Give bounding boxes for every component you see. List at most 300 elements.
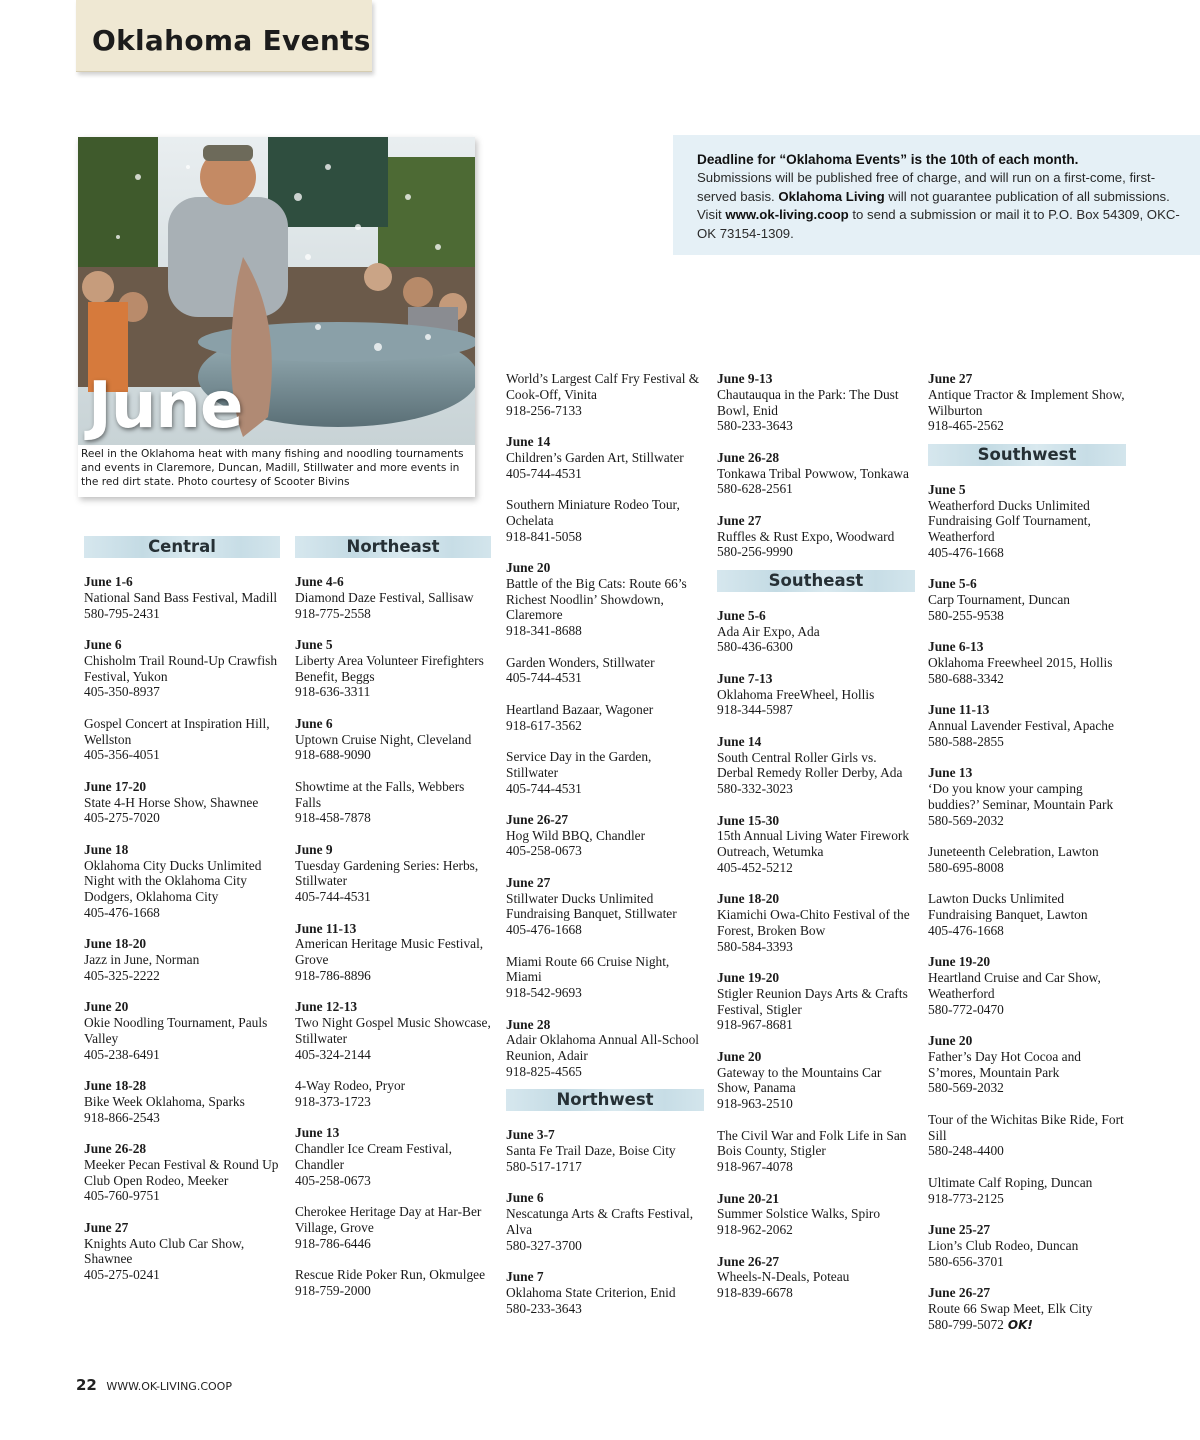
event-item bbox=[295, 779, 491, 826]
event-phone bbox=[295, 1283, 491, 1299]
event-description: Lawton Ducks Unlimited Fundraising Banquet, Lawton bbox=[928, 891, 1088, 923]
event-phone bbox=[717, 544, 915, 560]
event-phone-number: 918-967-8681 bbox=[717, 1017, 793, 1033]
event-description: Miami Route 66 Cruise Night, Miami bbox=[506, 953, 670, 985]
event-item bbox=[928, 1033, 1126, 1096]
event-phone-number: 580-248-4400 bbox=[928, 1143, 1004, 1159]
event-item bbox=[717, 608, 915, 655]
event-date: June 20-21 bbox=[717, 1190, 780, 1206]
event-item bbox=[717, 734, 915, 797]
feature-photo bbox=[78, 137, 475, 497]
event-date: June 19-20 bbox=[928, 954, 991, 970]
event-phone-number: 580-772-0470 bbox=[928, 1001, 1004, 1017]
event-item bbox=[84, 1078, 280, 1125]
event-description: Juneteenth Celebration, Lawton bbox=[928, 844, 1099, 860]
deadline-notice bbox=[673, 135, 1200, 255]
event-item bbox=[717, 1191, 915, 1238]
event-date: June 13 bbox=[928, 765, 973, 781]
event-date: June 18-28 bbox=[84, 1078, 147, 1094]
event-phone bbox=[928, 1143, 1126, 1159]
event-date: June 14 bbox=[717, 733, 762, 749]
deadline-text-3: to send a submission or mail it to P.O. Box 54309, OKC-OK 73154-1309. bbox=[697, 207, 1180, 241]
event-phone bbox=[717, 639, 915, 655]
event-phone bbox=[84, 606, 280, 622]
event-phone-number: 580-569-2032 bbox=[928, 812, 1004, 828]
event-item bbox=[506, 702, 704, 734]
event-item bbox=[717, 671, 915, 718]
event-phone bbox=[928, 1080, 1126, 1096]
event-description: Tour of the Wichitas Bike Ride, Fort Sill bbox=[928, 1111, 1124, 1143]
event-phone bbox=[717, 702, 915, 718]
event-phone-number: 918-617-3562 bbox=[506, 717, 582, 733]
event-phone bbox=[506, 1301, 704, 1317]
event-phone bbox=[928, 418, 1126, 434]
event-phone-number: 580-327-3700 bbox=[506, 1237, 582, 1253]
event-description: Wheels-N-Deals, Poteau bbox=[717, 1269, 850, 1285]
event-date: June 20 bbox=[506, 559, 551, 575]
event-phone-number: 405-258-0673 bbox=[295, 1172, 371, 1188]
page-number: 22 bbox=[76, 1376, 97, 1394]
event-phone-number: 580-795-2431 bbox=[84, 605, 160, 621]
deadline-url-link[interactable]: www.ok-living.coop bbox=[725, 207, 849, 223]
event-date: June 9 bbox=[295, 841, 333, 857]
event-phone bbox=[84, 968, 280, 984]
section-heading-northwest: Northwest bbox=[506, 1089, 704, 1111]
event-phone-number: 405-275-0241 bbox=[84, 1267, 160, 1283]
event-description: Garden Wonders, Stillwater bbox=[506, 654, 655, 670]
event-phone-number: 580-628-2561 bbox=[717, 481, 793, 497]
event-phone-number: 918-963-2510 bbox=[717, 1096, 793, 1112]
event-item bbox=[84, 779, 280, 826]
event-description: Heartland Cruise and Car Show, Weatherford bbox=[928, 970, 1101, 1001]
event-date: June 17-20 bbox=[84, 778, 147, 794]
event-description: Meeker Pecan Festival & Round Up Club Open Rodeo, Meeker bbox=[84, 1156, 279, 1188]
event-description: 4-Way Rodeo, Pryor bbox=[295, 1078, 406, 1094]
event-description: Rescue Ride Poker Run, Okmulgee bbox=[295, 1267, 486, 1283]
event-item bbox=[295, 1125, 491, 1188]
event-phone-number: 405-476-1668 bbox=[84, 904, 160, 920]
event-item bbox=[84, 716, 280, 763]
event-phone bbox=[717, 1285, 915, 1301]
event-item bbox=[506, 749, 704, 796]
event-phone bbox=[928, 813, 1126, 829]
event-date: June 27 bbox=[84, 1219, 129, 1235]
event-item bbox=[506, 1190, 704, 1253]
event-date: June 12-13 bbox=[295, 999, 358, 1015]
end-mark-logo: OK! bbox=[1007, 1317, 1033, 1332]
event-description: Battle of the Big Cats: Route 66’s Richest Noodlin’ Showdown, Claremore bbox=[506, 575, 687, 623]
event-description: Oklahoma State Criterion, Enid bbox=[506, 1284, 676, 1300]
event-date: June 20 bbox=[717, 1048, 762, 1064]
column-4 bbox=[717, 371, 915, 1317]
event-phone-number: 580-584-3393 bbox=[717, 938, 793, 954]
event-description: Uptown Cruise Night, Cleveland bbox=[295, 731, 472, 747]
event-phone bbox=[928, 1254, 1126, 1270]
event-phone bbox=[506, 1238, 704, 1254]
event-item bbox=[506, 371, 704, 418]
event-item bbox=[928, 371, 1126, 434]
event-phone bbox=[928, 1317, 1126, 1334]
event-phone bbox=[295, 1094, 491, 1110]
event-item bbox=[295, 842, 491, 905]
event-description: Cherokee Heritage Day at Har-Ber Village, Grove bbox=[295, 1204, 482, 1235]
event-phone-number: 918-373-1723 bbox=[295, 1093, 371, 1109]
event-description: Nescatunga Arts & Crafts Festival, Alva bbox=[506, 1206, 694, 1237]
event-phone bbox=[717, 781, 915, 797]
event-phone-number: 918-786-6446 bbox=[295, 1235, 371, 1251]
event-item bbox=[295, 1267, 491, 1299]
event-description: Annual Lavender Festival, Apache bbox=[928, 718, 1114, 734]
deadline-brand: Oklahoma Living bbox=[778, 188, 885, 204]
event-phone-number: 405-258-0673 bbox=[506, 843, 582, 859]
event-phone-number: 580-588-2855 bbox=[928, 733, 1004, 749]
event-date: June 26-28 bbox=[717, 449, 780, 465]
event-item bbox=[717, 450, 915, 497]
event-description: Lion’s Club Rodeo, Duncan bbox=[928, 1237, 1079, 1253]
event-list-northeast-continued bbox=[506, 371, 704, 1080]
event-phone-number: 918-542-9693 bbox=[506, 985, 582, 1001]
event-item bbox=[506, 812, 704, 859]
event-phone-number: 918-841-5058 bbox=[506, 528, 582, 544]
event-item bbox=[506, 655, 704, 687]
event-item bbox=[717, 513, 915, 560]
event-date: June 5-6 bbox=[717, 607, 766, 623]
event-description: South Central Roller Girls vs. Derbal Remedy Roller Derby, Ada bbox=[717, 749, 903, 781]
event-description: Hog Wild BBQ, Chandler bbox=[506, 827, 646, 843]
event-description: Ultimate Calf Roping, Duncan bbox=[928, 1174, 1093, 1190]
event-date: June 19-20 bbox=[717, 970, 780, 986]
event-phone bbox=[506, 623, 704, 639]
event-item bbox=[928, 1112, 1126, 1159]
deadline-heading: Deadline for “Oklahoma Events” is the 10th of each month. bbox=[697, 152, 1079, 167]
event-phone bbox=[928, 1002, 1126, 1018]
event-item bbox=[928, 891, 1126, 938]
event-phone-number: 918-866-2543 bbox=[84, 1109, 160, 1125]
event-item bbox=[506, 875, 704, 938]
column-3 bbox=[506, 371, 704, 1332]
event-item bbox=[84, 999, 280, 1062]
event-date: June 3-7 bbox=[506, 1127, 555, 1143]
event-description: Adair Oklahoma Annual All-School Reunion, Adair bbox=[506, 1032, 700, 1064]
event-phone bbox=[84, 1188, 280, 1204]
event-date: June 11-13 bbox=[295, 920, 357, 936]
event-list-southwest bbox=[928, 482, 1126, 1334]
section-heading-central: Central bbox=[84, 536, 280, 558]
event-description: Two Night Gospel Music Showcase, Stillwater bbox=[295, 1015, 491, 1046]
event-date: June 26-28 bbox=[84, 1141, 147, 1157]
event-phone bbox=[928, 923, 1126, 939]
event-date: June 14 bbox=[506, 433, 551, 449]
section-heading-southwest: Southwest bbox=[928, 444, 1126, 466]
event-description: Bike Week Oklahoma, Sparks bbox=[84, 1093, 245, 1109]
event-phone bbox=[84, 810, 280, 826]
event-phone bbox=[506, 1159, 704, 1175]
event-description: Route 66 Swap Meet, Elk City bbox=[928, 1300, 1093, 1316]
event-description: The Civil War and Folk Life in San Bois County, Stigler bbox=[717, 1127, 907, 1159]
event-description: Carp Tournament, Duncan bbox=[928, 592, 1070, 608]
event-phone bbox=[928, 545, 1126, 561]
event-item bbox=[84, 1141, 280, 1204]
event-item bbox=[84, 574, 280, 621]
event-phone-number: 580-799-5072 bbox=[928, 1316, 1004, 1332]
event-description: ‘Do you know your camping buddies?’ Seminar, Mountain Park bbox=[928, 781, 1114, 812]
event-description: Chandler Ice Cream Festival, Chandler bbox=[295, 1141, 452, 1172]
event-list-northwest bbox=[506, 1127, 704, 1316]
event-phone bbox=[506, 403, 704, 419]
event-list-northwest-continued bbox=[717, 371, 915, 560]
event-phone-number: 580-256-9990 bbox=[717, 544, 793, 560]
event-description: Gospel Concert at Inspiration Hill, Wellston bbox=[84, 715, 270, 747]
event-item bbox=[928, 1222, 1126, 1269]
event-item bbox=[295, 921, 491, 984]
event-phone-number: 918-341-8688 bbox=[506, 623, 582, 639]
event-phone-number: 405-476-1668 bbox=[928, 922, 1004, 938]
event-phone-number: 918-839-6678 bbox=[717, 1285, 793, 1301]
event-item bbox=[928, 576, 1126, 623]
event-phone-number: 918-636-3311 bbox=[295, 684, 371, 700]
event-date: June 28 bbox=[506, 1016, 551, 1032]
section-header-tab bbox=[76, 0, 372, 72]
event-phone bbox=[506, 781, 704, 797]
event-description: Heartland Bazaar, Wagoner bbox=[506, 701, 654, 717]
event-phone bbox=[506, 466, 704, 482]
event-date: June 27 bbox=[928, 371, 973, 386]
event-date: June 7-13 bbox=[717, 670, 773, 686]
event-phone bbox=[84, 747, 280, 763]
event-phone bbox=[84, 1267, 280, 1283]
event-phone bbox=[295, 606, 491, 622]
event-item bbox=[928, 765, 1126, 828]
event-date: June 4-6 bbox=[295, 574, 344, 589]
event-description: Southern Miniature Rodeo Tour, Ochelata bbox=[506, 496, 680, 528]
event-item bbox=[506, 954, 704, 1001]
event-phone bbox=[506, 1064, 704, 1080]
event-phone-number: 918-825-4565 bbox=[506, 1064, 582, 1080]
event-date: June 26-27 bbox=[717, 1253, 780, 1269]
event-phone bbox=[84, 684, 280, 700]
event-item bbox=[84, 842, 280, 921]
event-description: 15th Annual Living Water Firework Outreach, Wetumka bbox=[717, 828, 910, 860]
event-phone bbox=[295, 1173, 491, 1189]
event-description: World’s Largest Calf Fry Festival & Cook-Off, Vinita bbox=[506, 371, 700, 402]
event-list-central bbox=[84, 574, 280, 1283]
event-phone bbox=[295, 889, 491, 905]
event-phone bbox=[717, 860, 915, 876]
event-phone bbox=[295, 810, 491, 826]
event-description: Summer Solstice Walks, Spiro bbox=[717, 1206, 881, 1222]
event-description: Jazz in June, Norman bbox=[84, 952, 200, 968]
event-description: Stillwater Ducks Unlimited Fundraising Banquet, Stillwater bbox=[506, 890, 677, 922]
event-phone-number: 918-458-7878 bbox=[295, 810, 371, 826]
event-phone bbox=[928, 860, 1126, 876]
deadline-text-2: will not guarantee publication of all submissions. Visit bbox=[697, 188, 1170, 223]
event-phone-number: 580-332-3023 bbox=[717, 781, 793, 797]
event-date: June 18-20 bbox=[84, 936, 147, 952]
event-phone bbox=[295, 684, 491, 700]
event-phone bbox=[295, 968, 491, 984]
event-item bbox=[928, 1285, 1126, 1333]
event-phone bbox=[506, 670, 704, 686]
event-date: June 26-27 bbox=[928, 1284, 991, 1300]
event-description: Tuesday Gardening Series: Herbs, Stillwater bbox=[295, 857, 479, 889]
event-phone-number: 918-775-2558 bbox=[295, 605, 371, 621]
event-item bbox=[295, 1204, 491, 1251]
event-phone bbox=[717, 1017, 915, 1033]
event-item bbox=[295, 637, 491, 700]
event-description: Oklahoma Freewheel 2015, Hollis bbox=[928, 655, 1113, 671]
event-phone bbox=[928, 671, 1126, 687]
event-item bbox=[928, 954, 1126, 1017]
event-phone-number: 918-759-2000 bbox=[295, 1282, 371, 1298]
event-item bbox=[84, 1220, 280, 1283]
event-description: Gateway to the Mountains Car Show, Panama bbox=[717, 1064, 882, 1096]
event-date: June 27 bbox=[717, 512, 762, 528]
event-description: Stigler Reunion Days Arts & Crafts Festival, Stigler bbox=[717, 985, 908, 1017]
event-date: June 5 bbox=[928, 481, 966, 497]
event-list-northeast bbox=[295, 574, 491, 1299]
event-item bbox=[928, 639, 1126, 686]
event-phone-number: 405-476-1668 bbox=[928, 544, 1004, 560]
event-phone bbox=[928, 734, 1126, 750]
event-description: Oklahoma City Ducks Unlimited Night with the Oklahoma City Dodgers, Oklahoma City bbox=[84, 857, 262, 905]
event-date: June 18 bbox=[84, 841, 129, 857]
event-phone-number: 405-350-8937 bbox=[84, 684, 160, 700]
event-description: Service Day in the Garden, Stillwater bbox=[506, 748, 652, 780]
event-date: June 27 bbox=[506, 874, 551, 890]
event-phone bbox=[84, 1047, 280, 1063]
event-date: June 5 bbox=[295, 636, 333, 652]
event-item bbox=[717, 1049, 915, 1112]
event-phone-number: 918-688-9090 bbox=[295, 747, 371, 763]
photo-caption: Reel in the Oklahoma heat with many fishing and noodling tournaments and events in Claremore, Duncan, Madill, Stillwater and more events in the red dirt state. Photo courtesy of Scooter Bivins bbox=[81, 448, 464, 488]
event-phone-number: 405-238-6491 bbox=[84, 1046, 160, 1062]
event-date: June 18-20 bbox=[717, 891, 780, 907]
event-phone bbox=[506, 529, 704, 545]
event-phone-number: 580-436-6300 bbox=[717, 639, 793, 655]
section-heading-northeast: Northeast bbox=[295, 536, 491, 558]
event-item bbox=[928, 482, 1126, 561]
event-item bbox=[717, 970, 915, 1033]
event-phone-number: 580-255-9538 bbox=[928, 607, 1004, 623]
event-description: Ada Air Expo, Ada bbox=[717, 623, 820, 639]
event-phone bbox=[295, 1236, 491, 1252]
column-northeast bbox=[295, 536, 491, 1314]
footer-site-link[interactable]: WWW.OK-LIVING.COOP bbox=[106, 1380, 232, 1393]
event-item bbox=[717, 1254, 915, 1301]
event-phone-number: 580-517-1717 bbox=[506, 1159, 582, 1175]
event-date: June 25-27 bbox=[928, 1222, 991, 1237]
event-date: June 5-6 bbox=[928, 576, 977, 592]
event-item bbox=[506, 1269, 704, 1316]
event-phone bbox=[506, 843, 704, 859]
event-description: National Sand Bass Festival, Madill bbox=[84, 589, 278, 605]
event-date: June 7 bbox=[506, 1269, 544, 1285]
event-phone-number: 580-695-8008 bbox=[928, 859, 1004, 875]
event-item bbox=[295, 716, 491, 763]
event-item bbox=[717, 813, 915, 876]
event-phone bbox=[717, 418, 915, 434]
event-phone-number: 405-275-7020 bbox=[84, 810, 160, 826]
event-phone-number: 918-962-2062 bbox=[717, 1222, 793, 1238]
event-item bbox=[928, 844, 1126, 876]
event-item bbox=[295, 999, 491, 1062]
event-description: Diamond Daze Festival, Sallisaw bbox=[295, 589, 474, 605]
event-description: Chautauqua in the Park: The Dust Bowl, Enid bbox=[717, 386, 899, 418]
event-description: Oklahoma FreeWheel, Hollis bbox=[717, 686, 875, 702]
event-phone bbox=[506, 922, 704, 938]
event-item bbox=[928, 702, 1126, 749]
event-item bbox=[717, 1128, 915, 1175]
event-phone bbox=[84, 905, 280, 921]
event-phone bbox=[928, 1191, 1126, 1207]
event-phone-number: 580-688-3342 bbox=[928, 670, 1004, 686]
event-phone-number: 580-233-3643 bbox=[506, 1300, 582, 1316]
event-date: June 26-27 bbox=[506, 811, 569, 827]
event-phone-number: 405-744-4531 bbox=[506, 465, 582, 481]
event-description: Okie Noodling Tournament, Pauls Valley bbox=[84, 1015, 268, 1046]
event-description: Kiamichi Owa-Chito Festival of the Forest, Broken Bow bbox=[717, 907, 910, 938]
event-description: American Heritage Music Festival, Grove bbox=[295, 936, 484, 968]
event-description: Santa Fe Trail Daze, Boise City bbox=[506, 1143, 676, 1159]
event-description: Antique Tractor & Implement Show, Wilburton bbox=[928, 386, 1125, 418]
event-phone bbox=[717, 1096, 915, 1112]
event-phone-number: 918-465-2562 bbox=[928, 418, 1004, 434]
event-phone-number: 405-744-4531 bbox=[295, 889, 371, 905]
section-heading-southeast: Southeast bbox=[717, 570, 915, 592]
event-description: Weatherford Ducks Unlimited Fundraising Golf Tournament, Weatherford bbox=[928, 497, 1091, 545]
event-description: Ruffles & Rust Expo, Woodward bbox=[717, 528, 895, 544]
event-description: Children’s Garden Art, Stillwater bbox=[506, 449, 684, 465]
event-date: June 20 bbox=[84, 999, 129, 1015]
event-phone bbox=[717, 939, 915, 955]
event-phone-number: 918-786-8896 bbox=[295, 967, 371, 983]
event-phone-number: 580-569-2032 bbox=[928, 1080, 1004, 1096]
event-item bbox=[84, 936, 280, 983]
event-phone bbox=[717, 1222, 915, 1238]
event-date: June 6 bbox=[506, 1190, 544, 1206]
month-title: June bbox=[88, 369, 243, 443]
event-phone bbox=[295, 1047, 491, 1063]
event-item bbox=[506, 434, 704, 481]
event-description: Tonkawa Tribal Powwow, Tonkawa bbox=[717, 465, 909, 481]
event-item bbox=[506, 1127, 704, 1174]
event-phone bbox=[84, 1110, 280, 1126]
event-date: June 20 bbox=[928, 1033, 973, 1049]
event-item bbox=[295, 1078, 491, 1110]
column-central bbox=[84, 536, 280, 1299]
event-description: State 4-H Horse Show, Shawnee bbox=[84, 794, 259, 810]
event-description: Knights Auto Club Car Show, Shawnee bbox=[84, 1235, 245, 1267]
event-item bbox=[506, 497, 704, 544]
column-5 bbox=[928, 371, 1126, 1349]
event-phone-number: 405-760-9751 bbox=[84, 1188, 160, 1204]
event-list-southeast bbox=[717, 608, 915, 1301]
event-date: June 6 bbox=[295, 715, 333, 731]
event-item bbox=[506, 1017, 704, 1080]
event-item bbox=[506, 560, 704, 639]
page-title: Oklahoma Events bbox=[92, 24, 371, 57]
deadline-text-1: Submissions will be published free of charge, and will run on a first-come, first-served basis. bbox=[697, 170, 1156, 204]
event-date: June 6 bbox=[84, 636, 122, 652]
event-phone bbox=[295, 747, 491, 763]
event-date: June 15-30 bbox=[717, 812, 780, 828]
event-phone bbox=[717, 481, 915, 497]
event-item bbox=[295, 574, 491, 621]
event-phone bbox=[928, 608, 1126, 624]
event-description: Showtime at the Falls, Webbers Falls bbox=[295, 778, 465, 810]
event-phone-number: 918-256-7133 bbox=[506, 402, 582, 418]
event-phone bbox=[717, 1159, 915, 1175]
